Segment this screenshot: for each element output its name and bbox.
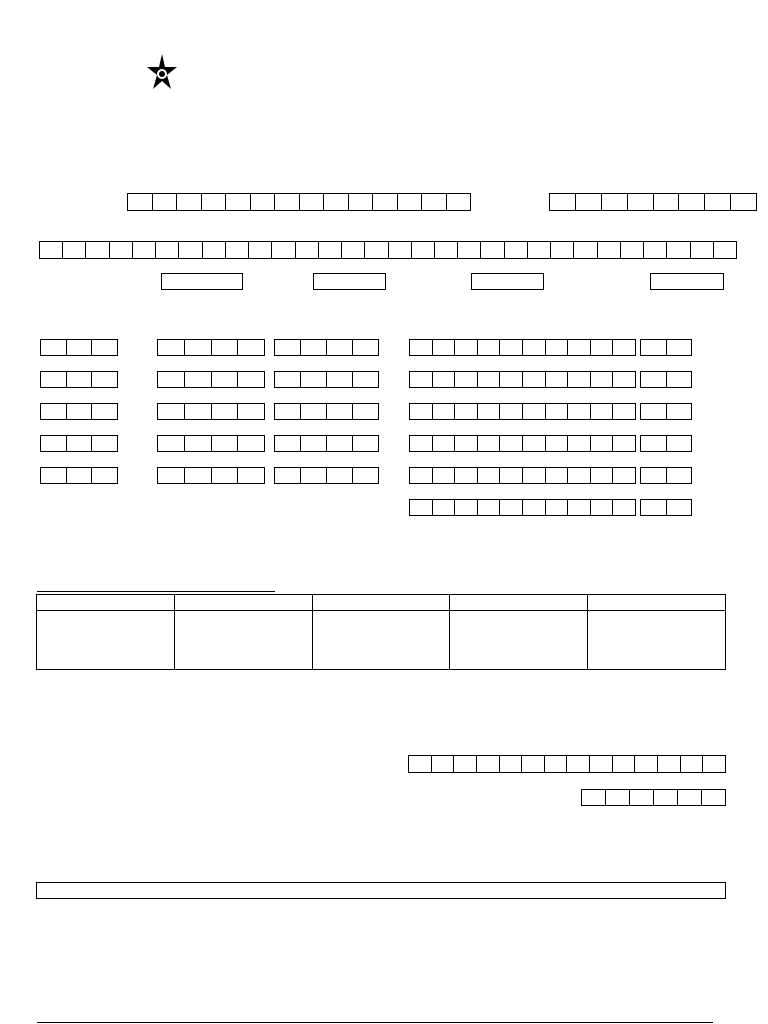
grid-col-4-row[interactable] (409, 435, 636, 452)
char-cell[interactable] (478, 468, 501, 483)
grid-col-1-row[interactable] (40, 467, 118, 484)
char-cell[interactable] (67, 340, 93, 355)
char-cell[interactable] (67, 372, 93, 387)
char-cell[interactable] (275, 372, 301, 387)
char-cell[interactable] (523, 372, 546, 387)
char-cell[interactable] (478, 404, 501, 419)
char-cell[interactable] (582, 790, 606, 805)
char-cell[interactable] (353, 468, 378, 483)
char-cell[interactable] (301, 372, 327, 387)
char-cell[interactable] (477, 756, 500, 772)
char-cell[interactable] (546, 468, 569, 483)
char-cell[interactable] (319, 242, 342, 258)
char-cell[interactable] (522, 756, 545, 772)
char-cell[interactable] (568, 340, 591, 355)
char-cell[interactable] (40, 242, 63, 258)
char-cell[interactable] (500, 468, 523, 483)
char-cell[interactable] (667, 500, 692, 515)
char-cell[interactable] (591, 500, 614, 515)
char-cell[interactable] (500, 436, 523, 451)
char-cell[interactable] (447, 194, 471, 210)
char-cell[interactable] (613, 404, 635, 419)
footer-rule (37, 1022, 713, 1023)
char-cell[interactable] (133, 242, 156, 258)
grid-col-5-row[interactable] (640, 339, 692, 356)
table-cell[interactable] (174, 611, 312, 670)
wide-box-2[interactable] (313, 273, 386, 290)
grid-col-5-row[interactable] (640, 371, 692, 388)
char-cell[interactable] (177, 194, 202, 210)
char-cell[interactable] (613, 340, 635, 355)
char-cell[interactable] (551, 242, 574, 258)
char-cell[interactable] (574, 242, 597, 258)
char-cell[interactable] (568, 404, 591, 419)
char-cell[interactable] (67, 436, 93, 451)
char-cell[interactable] (433, 500, 456, 515)
lower-field-b[interactable] (581, 789, 726, 806)
char-cell[interactable] (703, 756, 725, 772)
char-cell[interactable] (568, 372, 591, 387)
char-cell[interactable] (353, 340, 378, 355)
table-header-cell[interactable] (588, 595, 726, 611)
char-cell[interactable] (590, 756, 613, 772)
char-cell[interactable] (158, 468, 185, 483)
grid-col-1-row[interactable] (40, 435, 118, 452)
char-cell[interactable] (546, 500, 569, 515)
grid-col-2-row[interactable] (157, 371, 265, 388)
char-cell[interactable] (678, 790, 702, 805)
char-cell[interactable] (67, 468, 93, 483)
char-cell[interactable] (435, 242, 458, 258)
char-cell[interactable] (185, 436, 212, 451)
char-cell[interactable] (613, 756, 636, 772)
char-cell[interactable] (296, 242, 319, 258)
grid-col-3-row[interactable] (274, 371, 379, 388)
char-cell[interactable] (301, 468, 327, 483)
char-cell[interactable] (410, 468, 433, 483)
char-cell[interactable] (546, 340, 569, 355)
char-cell[interactable] (412, 242, 435, 258)
char-cell[interactable] (545, 756, 568, 772)
grid-col-5-row[interactable] (640, 467, 692, 484)
char-cell[interactable] (86, 242, 109, 258)
char-cell[interactable] (410, 436, 433, 451)
char-cell[interactable] (628, 194, 654, 210)
char-cell[interactable] (455, 468, 478, 483)
char-cell[interactable] (353, 372, 378, 387)
char-cell[interactable] (158, 372, 185, 387)
char-cell[interactable] (500, 404, 523, 419)
wide-box-3[interactable] (471, 273, 544, 290)
char-cell[interactable] (613, 372, 635, 387)
char-cell[interactable] (212, 404, 239, 419)
char-cell[interactable] (212, 436, 239, 451)
char-cell[interactable] (500, 500, 523, 515)
char-cell[interactable] (365, 242, 388, 258)
char-cell[interactable] (478, 372, 501, 387)
char-cell[interactable] (455, 372, 478, 387)
char-cell[interactable] (212, 340, 239, 355)
char-cell[interactable] (455, 340, 478, 355)
char-cell[interactable] (433, 436, 456, 451)
char-cell[interactable] (500, 340, 523, 355)
full-width-field[interactable] (36, 882, 726, 899)
char-cell[interactable] (602, 194, 628, 210)
char-cell[interactable] (349, 194, 374, 210)
char-cell[interactable] (621, 242, 644, 258)
char-cell[interactable] (658, 756, 681, 772)
grid-col-3-row[interactable] (274, 403, 379, 420)
char-cell[interactable] (327, 404, 353, 419)
char-cell[interactable] (92, 436, 117, 451)
grid-col-3-row[interactable] (274, 339, 379, 356)
char-cell[interactable] (667, 468, 692, 483)
char-cell[interactable] (238, 436, 264, 451)
char-cell[interactable] (275, 194, 300, 210)
char-cell[interactable] (568, 500, 591, 515)
grid-col-3-row[interactable] (274, 467, 379, 484)
char-cell[interactable] (92, 340, 117, 355)
header-field-a[interactable] (127, 193, 471, 211)
char-cell[interactable] (606, 790, 630, 805)
char-cell[interactable] (249, 242, 272, 258)
char-cell[interactable] (613, 468, 635, 483)
char-cell[interactable] (641, 372, 667, 387)
char-cell[interactable] (433, 372, 456, 387)
char-cell[interactable] (641, 340, 667, 355)
char-cell[interactable] (327, 372, 353, 387)
char-cell[interactable] (691, 242, 714, 258)
char-cell[interactable] (238, 340, 264, 355)
char-cell[interactable] (702, 790, 725, 805)
table-cell[interactable] (312, 611, 450, 670)
char-cell[interactable] (410, 500, 433, 515)
char-cell[interactable] (667, 436, 692, 451)
char-cell[interactable] (667, 404, 692, 419)
char-cell[interactable] (644, 242, 667, 258)
grid-col-1-row[interactable] (40, 371, 118, 388)
char-cell[interactable] (641, 436, 667, 451)
table-cell[interactable] (588, 611, 726, 670)
char-cell[interactable] (327, 436, 353, 451)
char-cell[interactable] (500, 372, 523, 387)
char-cell[interactable] (523, 436, 546, 451)
char-cell[interactable] (300, 194, 325, 210)
char-cell[interactable] (568, 468, 591, 483)
char-cell[interactable] (327, 468, 353, 483)
char-cell[interactable] (63, 242, 86, 258)
char-cell[interactable] (641, 500, 667, 515)
table-header-row (37, 595, 726, 611)
char-cell[interactable] (226, 194, 251, 210)
char-cell[interactable] (568, 436, 591, 451)
char-cell[interactable] (158, 436, 185, 451)
char-cell[interactable] (500, 756, 523, 772)
char-cell[interactable] (598, 242, 621, 258)
char-cell[interactable] (353, 404, 378, 419)
char-cell[interactable] (630, 790, 654, 805)
grid-col-2-row[interactable] (157, 339, 265, 356)
char-cell[interactable] (410, 340, 433, 355)
grid-col-4-row[interactable] (409, 339, 636, 356)
table-header-cell[interactable] (312, 595, 450, 611)
char-cell[interactable] (731, 194, 756, 210)
char-cell[interactable] (481, 242, 504, 258)
table-row (37, 611, 726, 670)
char-cell[interactable] (455, 404, 478, 419)
char-cell[interactable] (591, 468, 614, 483)
char-cell[interactable] (185, 340, 212, 355)
char-cell[interactable] (251, 194, 276, 210)
char-cell[interactable] (212, 468, 239, 483)
char-cell[interactable] (591, 436, 614, 451)
grid-col-4-row[interactable] (409, 371, 636, 388)
char-cell[interactable] (353, 436, 378, 451)
table-header-cell[interactable] (37, 595, 175, 611)
grid-col-1-row[interactable] (40, 339, 118, 356)
char-cell[interactable] (705, 194, 731, 210)
char-cell[interactable] (478, 500, 501, 515)
grid-col-5-row[interactable] (640, 403, 692, 420)
char-cell[interactable] (591, 340, 614, 355)
char-cell[interactable] (523, 468, 546, 483)
char-cell[interactable] (324, 194, 349, 210)
char-cell[interactable] (67, 404, 93, 419)
grid-col-5-row[interactable] (640, 499, 692, 516)
long-entry-field[interactable] (39, 241, 737, 259)
char-cell[interactable] (654, 194, 680, 210)
char-cell[interactable] (667, 372, 692, 387)
char-cell[interactable] (433, 340, 456, 355)
char-cell[interactable] (275, 468, 301, 483)
char-cell[interactable] (226, 242, 249, 258)
summary-table (36, 594, 726, 670)
char-cell[interactable] (410, 372, 433, 387)
grid-col-4-row[interactable] (409, 467, 636, 484)
char-cell[interactable] (714, 242, 736, 258)
char-cell[interactable] (458, 242, 481, 258)
char-cell[interactable] (158, 404, 185, 419)
char-cell[interactable] (202, 194, 227, 210)
char-cell[interactable] (613, 436, 635, 451)
char-cell[interactable] (523, 404, 546, 419)
char-cell[interactable] (275, 340, 301, 355)
char-cell[interactable] (153, 194, 178, 210)
char-cell[interactable] (156, 242, 179, 258)
char-cell[interactable] (505, 242, 528, 258)
lower-field-a[interactable] (408, 755, 726, 773)
char-cell[interactable] (373, 194, 398, 210)
char-cell[interactable] (478, 340, 501, 355)
char-cell[interactable] (433, 404, 456, 419)
char-cell[interactable] (342, 242, 365, 258)
char-cell[interactable] (41, 436, 67, 451)
char-cell[interactable] (41, 404, 67, 419)
char-cell[interactable] (432, 756, 455, 772)
char-cell[interactable] (455, 500, 478, 515)
char-cell[interactable] (550, 194, 576, 210)
char-cell[interactable] (523, 340, 546, 355)
wide-box-4[interactable] (650, 273, 724, 290)
char-cell[interactable] (185, 372, 212, 387)
char-cell[interactable] (185, 404, 212, 419)
char-cell[interactable] (41, 468, 67, 483)
char-cell[interactable] (92, 404, 117, 419)
char-cell[interactable] (422, 194, 447, 210)
char-cell[interactable] (641, 404, 667, 419)
grid-col-1-row[interactable] (40, 403, 118, 420)
char-cell[interactable] (179, 242, 202, 258)
char-cell[interactable] (528, 242, 551, 258)
char-cell[interactable] (238, 372, 264, 387)
char-cell[interactable] (667, 242, 690, 258)
char-cell[interactable] (654, 790, 678, 805)
char-cell[interactable] (41, 372, 67, 387)
char-cell[interactable] (128, 194, 153, 210)
char-cell[interactable] (41, 340, 67, 355)
grid-col-5-row[interactable] (640, 435, 692, 452)
char-cell[interactable] (455, 436, 478, 451)
char-cell[interactable] (546, 372, 569, 387)
char-cell[interactable] (478, 436, 501, 451)
char-cell[interactable] (301, 404, 327, 419)
char-cell[interactable] (272, 242, 295, 258)
char-cell[interactable] (398, 194, 423, 210)
char-cell[interactable] (454, 756, 477, 772)
char-cell[interactable] (546, 404, 569, 419)
char-cell[interactable] (523, 500, 546, 515)
char-cell[interactable] (203, 242, 226, 258)
wide-box-1[interactable] (161, 273, 243, 290)
char-cell[interactable] (667, 340, 692, 355)
char-cell[interactable] (301, 436, 327, 451)
char-cell[interactable] (92, 372, 117, 387)
char-cell[interactable] (679, 194, 705, 210)
table-header-cell[interactable] (450, 595, 588, 611)
char-cell[interactable] (591, 404, 614, 419)
star-emblem-icon (144, 52, 180, 92)
char-cell[interactable] (212, 372, 239, 387)
grid-col-2-row[interactable] (157, 403, 265, 420)
char-cell[interactable] (92, 468, 117, 483)
grid-col-4-row[interactable] (409, 499, 636, 516)
grid-col-2-row[interactable] (157, 435, 265, 452)
char-cell[interactable] (185, 468, 212, 483)
char-cell[interactable] (681, 756, 704, 772)
char-cell[interactable] (110, 242, 133, 258)
char-cell[interactable] (301, 340, 327, 355)
char-cell[interactable] (409, 756, 432, 772)
table-header-cell[interactable] (174, 595, 312, 611)
table-cell[interactable] (450, 611, 588, 670)
grid-col-3-row[interactable] (274, 435, 379, 452)
char-cell[interactable] (238, 468, 264, 483)
char-cell[interactable] (433, 468, 456, 483)
char-cell[interactable] (389, 242, 412, 258)
char-cell[interactable] (546, 436, 569, 451)
char-cell[interactable] (567, 756, 590, 772)
char-cell[interactable] (275, 436, 301, 451)
table-cell[interactable] (37, 611, 175, 670)
char-cell[interactable] (275, 404, 301, 419)
char-cell[interactable] (576, 194, 602, 210)
char-cell[interactable] (641, 468, 667, 483)
grid-col-2-row[interactable] (157, 467, 265, 484)
table-caption-rule (37, 591, 275, 592)
char-cell[interactable] (613, 500, 635, 515)
char-cell[interactable] (591, 372, 614, 387)
grid-col-4-row[interactable] (409, 403, 636, 420)
header-field-b[interactable] (549, 193, 757, 211)
char-cell[interactable] (158, 340, 185, 355)
char-cell[interactable] (410, 404, 433, 419)
char-cell[interactable] (238, 404, 264, 419)
char-cell[interactable] (635, 756, 658, 772)
char-cell[interactable] (327, 340, 353, 355)
